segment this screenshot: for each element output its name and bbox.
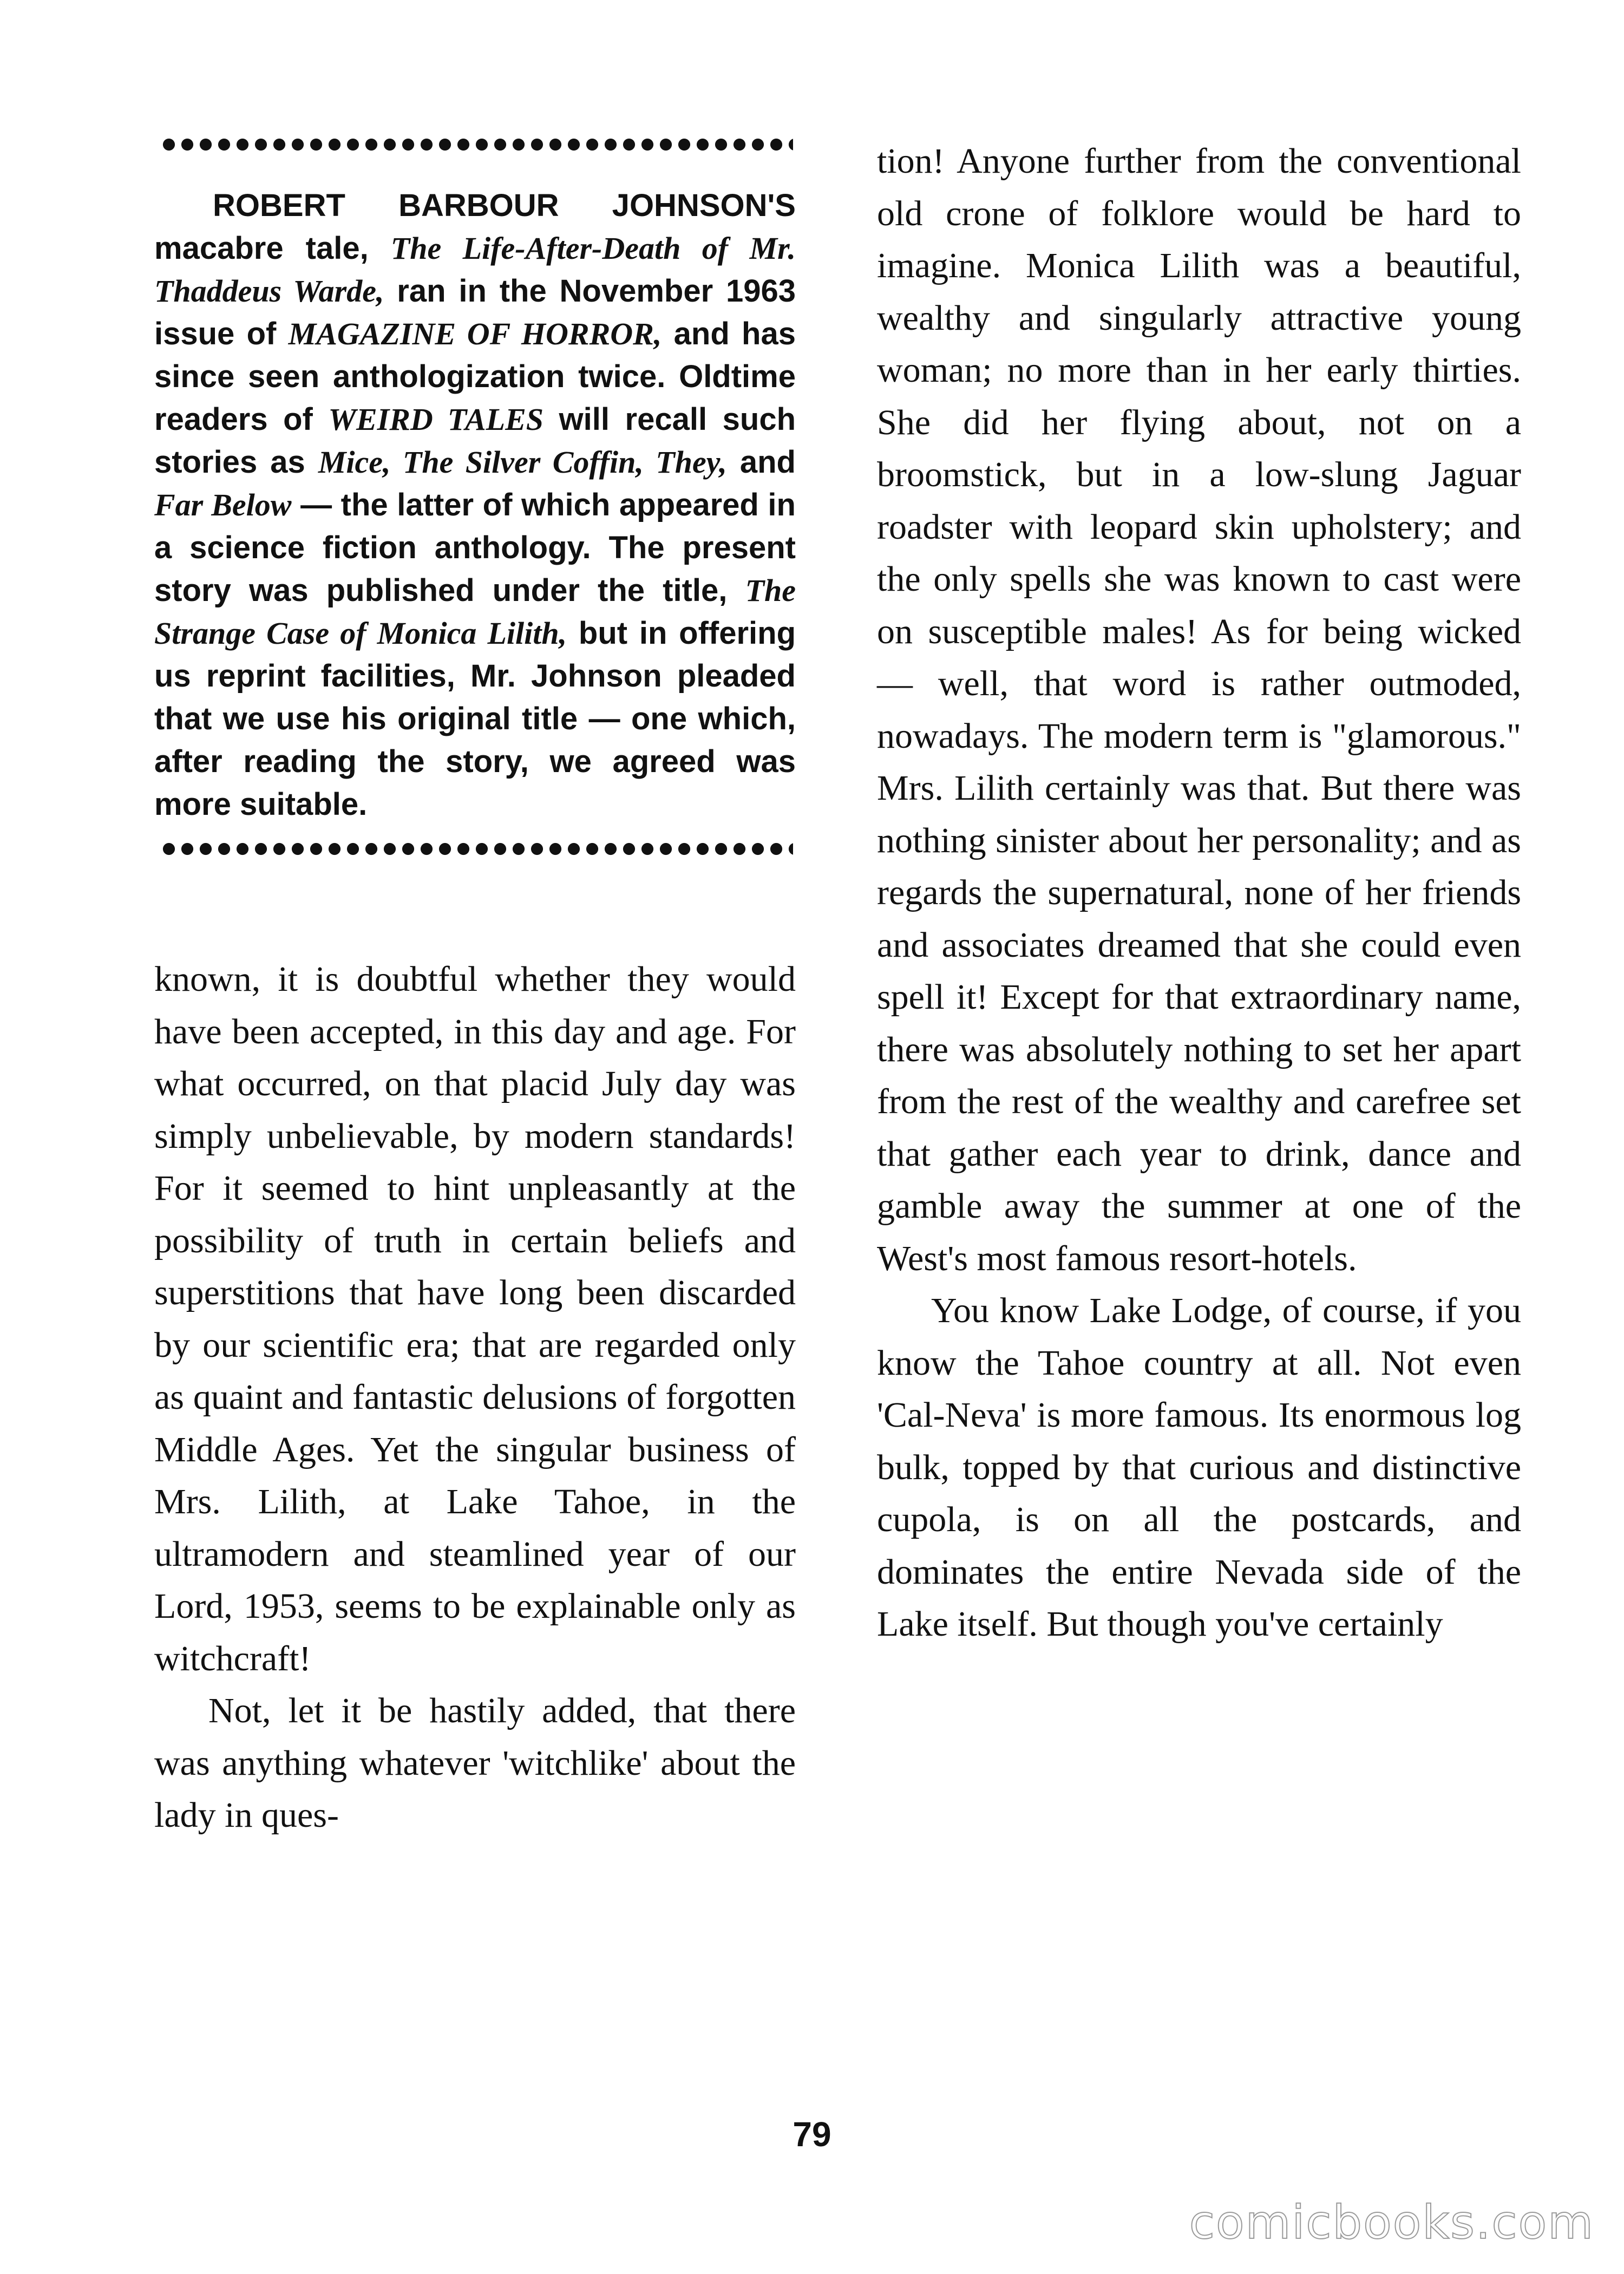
intro-title-run: WEIRD TALES — [328, 402, 544, 437]
intro-text-run: — the latter of which appeared in a science fiction anthology. The present story was published under the title, — [154, 487, 796, 608]
page-number: 79 — [793, 2115, 831, 2154]
right-paragraph-2: You know Lake Lodge, of course, if you know the Tahoe country at all. Not even 'Cal-Neva' is more famous. Its enormous log bulk, topped by that curious and distinctive cupola, is on all the postcards, and dominates the entire Nevada side of the Lake itself. But though you've certainly — [877, 1291, 1521, 1644]
intro-text-run: but in offering us reprint facilities, Mr. Johnson pleaded that we use his original title — one which, after reading the story, we agreed was more suitable. — [154, 616, 796, 822]
intro-text-run: ran in the November 1963 issue of — [154, 273, 796, 351]
intro-top-border — [160, 135, 793, 154]
right-column — [877, 135, 1521, 1651]
left-paragraph-1: known, it is doubtful whether they would have been accepted, in this day and age. For what occurred, on that placid July day was simply unbelievable, by modern standards! For it seemed to hint unpleasantly at the possibility of truth in certain beliefs and superstitions that have long been discarded by our scientific era; that are regarded only as quaint and fantastic delusions of forgotten Middle Ages. Yet the singular business of Mrs. Lilith, at Lake Tahoe, in the ultramodern and steamlined year of our Lord, 1953, seems to be explainable only as witchcraft! — [154, 959, 796, 1678]
intro-text-run: ROBERT BARBOUR JOHNSON'S macabre tale, — [154, 188, 796, 266]
intro-title-run: The Life-After-Death of Mr. Thaddeus Warde, — [154, 231, 796, 309]
intro-text-run: will recall such stories as — [154, 402, 796, 480]
intro-title-run: The Strange Case of Monica Lilith, — [154, 573, 796, 651]
intro-bottom-border — [160, 840, 793, 858]
right-paragraph-1: tion! Anyone further from the conventional old crone of folklore would be hard to imagine. Monica Lilith was a beautiful, wealthy and singularly attractive young woman; no more than in her early thirties. She did her flying about, not on a broomstick, but in a low-slung Jaguar roadster with leopard skin upholstery; and the only spells she was known to cast were on susceptible males! As for being wicked — well, that word is rather outmoded, nowadays. The modern term is "glamorous." Mrs. Lilith certainly was that. But there was nothing sinister about her personality; and as regards the supernatural, none of her friends and associates dreamed that she could even spell it! Except for that extraordinary name, there was absolutely nothing to set her apart from the rest of the wealthy and carefree set that gather each year to drink, dance and gamble away the summer at one of the West's most famous resort-hotels. — [877, 141, 1521, 1278]
intro-text-run: and — [726, 445, 796, 480]
watermark: comicbooks.com — [1189, 2195, 1594, 2250]
intro-title-run: Mice, The Silver Coffin, They, — [318, 445, 727, 480]
left-paragraph-2: Not, let it be hastily added, that there was anything whatever 'witchlike' about the lady in ques- — [154, 1691, 796, 1835]
intro-title-run: MAGAZINE OF HORROR, — [288, 316, 662, 351]
left-column — [154, 135, 796, 1842]
intro-text-run: and has since seen anthologization twice. Oldtime readers of — [154, 316, 796, 437]
editor-intro — [154, 184, 796, 826]
intro-title-run: Far Below — [154, 487, 292, 522]
